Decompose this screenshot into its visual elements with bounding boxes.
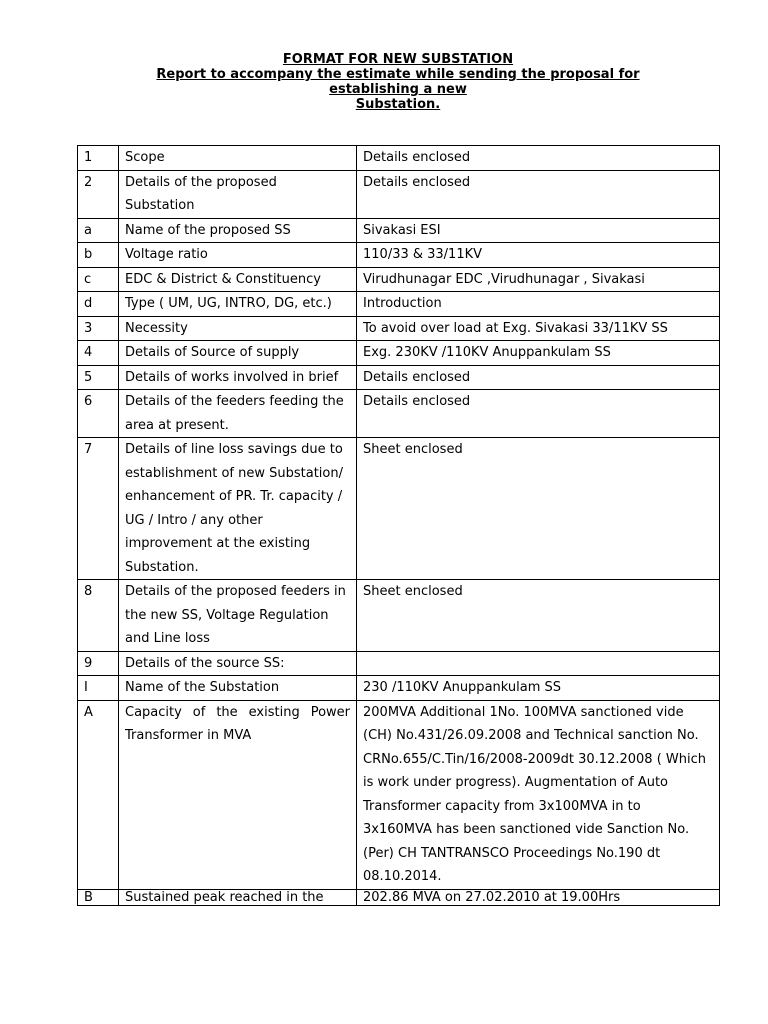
row-item: Type ( UM, UG, INTRO, DG, etc.) [119, 292, 357, 317]
row-item: Scope [119, 146, 357, 171]
row-number: a [78, 218, 119, 243]
table-row [78, 676, 720, 701]
row-detail: Exg. 230KV /110KV Anuppankulam SS [357, 341, 720, 366]
row-number: 3 [78, 316, 119, 341]
row-item: Details of the source SS: [119, 651, 357, 676]
table-row [78, 170, 720, 218]
document-title: FORMAT FOR NEW SUBSTATION [282, 52, 514, 67]
table-row [78, 700, 720, 889]
row-detail: Details enclosed [357, 170, 720, 218]
row-number: d [78, 292, 119, 317]
row-number: I [78, 676, 119, 701]
row-detail: Details enclosed [357, 390, 720, 438]
row-item: Name of the proposed SS [119, 218, 357, 243]
table-row [78, 438, 720, 580]
document-subtitle-line3: Substation. [355, 97, 441, 112]
row-detail: Details enclosed [357, 365, 720, 390]
row-detail: Details enclosed [357, 146, 720, 171]
table-row [78, 316, 720, 341]
row-item: Details of Source of supply [119, 341, 357, 366]
table-row [78, 243, 720, 268]
row-number: 8 [78, 580, 119, 652]
table-row [78, 365, 720, 390]
row-item: Details of the proposed feeders in the new SS, Voltage Regulation and Line loss [119, 580, 357, 652]
row-item: Name of the Substation [119, 676, 357, 701]
row-detail: Sheet enclosed [357, 580, 720, 652]
row-detail: Sivakasi ESI [357, 218, 720, 243]
table-row [78, 146, 720, 171]
row-item: EDC & District & Constituency [119, 267, 357, 292]
table-row [78, 889, 720, 905]
table-row [78, 341, 720, 366]
table-row [78, 390, 720, 438]
document-header [60, 52, 736, 112]
row-number: 4 [78, 341, 119, 366]
row-detail: Sheet enclosed [357, 438, 720, 580]
row-item: Details of line loss savings due to establishment of new Substation/ enhancement of PR. Tr. capacity / UG / Intro / any other improvement at the existing Substation. [119, 438, 357, 580]
row-item: Details of the feeders feeding the area at present. [119, 390, 357, 438]
row-detail: Virudhunagar EDC ,Virudhunagar , Sivakasi [357, 267, 720, 292]
row-number: A [78, 700, 119, 889]
row-detail: To avoid over load at Exg. Sivakasi 33/11KV SS [357, 316, 720, 341]
row-detail: 200MVA Additional 1No. 100MVA sanctioned vide (CH) No.431/26.09.2008 and Technical sanction No. CRNo.655/C.Tin/16/2008-2009dt 30.12.2008 ( Which is work under progress). Augmentation of Auto Transformer capacity from 3x100MVA in to 3x160MVA has been sanctioned vide Sanction No.(Per) CH TANTRANSCO Proceedings No.190 dt 08.10.2014. [357, 700, 720, 889]
row-detail [357, 651, 720, 676]
table-row [78, 651, 720, 676]
row-detail: 230 /110KV Anuppankulam SS [357, 676, 720, 701]
table-row [78, 218, 720, 243]
row-item: Necessity [119, 316, 357, 341]
row-number: 7 [78, 438, 119, 580]
row-number: 1 [78, 146, 119, 171]
row-item: Details of works involved in brief [119, 365, 357, 390]
row-number: B [78, 889, 119, 905]
row-number: 2 [78, 170, 119, 218]
row-item: Sustained peak reached in the [119, 889, 357, 905]
row-number: 9 [78, 651, 119, 676]
row-item: Details of the proposed Substation [119, 170, 357, 218]
document-subtitle-line1: Report to accompany the estimate while sending the proposal for [156, 67, 640, 82]
row-item: Voltage ratio [119, 243, 357, 268]
row-detail: Introduction [357, 292, 720, 317]
table-row [78, 292, 720, 317]
row-item: Capacity of the existing Power Transformer in MVA [119, 700, 357, 889]
table-row [78, 267, 720, 292]
row-detail: 110/33 & 33/11KV [357, 243, 720, 268]
document-subtitle-line2: establishing a new [329, 82, 467, 97]
row-number: 5 [78, 365, 119, 390]
row-number: 6 [78, 390, 119, 438]
row-number: c [78, 267, 119, 292]
substation-report-table [77, 145, 720, 906]
row-number: b [78, 243, 119, 268]
row-detail: 202.86 MVA on 27.02.2010 at 19.00Hrs [357, 889, 720, 905]
table-row [78, 580, 720, 652]
